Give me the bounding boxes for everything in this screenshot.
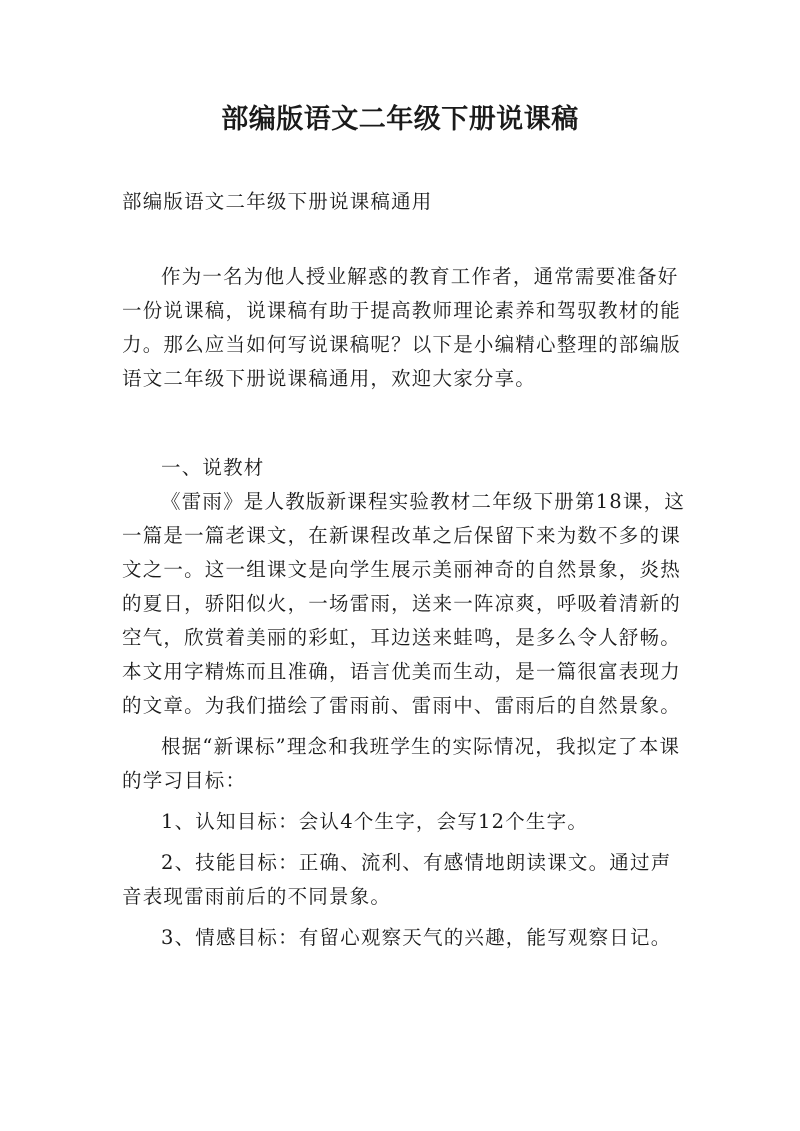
intro-paragraph: 作为一名为他人授业解惑的教育工作者，通常需要准备好一份说课稿，说课稿有助于提高教师理论素养和驾驭教材的能力。那么应当如何写说课稿呢？以下是小编精心整理的部编版语文二年级下册说课稿通用，欢迎大家分享。 <box>122 265 681 390</box>
goal-skill: 2、技能目标：正确、流利、有感情地朗读课文。通过声音表现雷雨前后的不同景象。 <box>122 851 672 908</box>
textbook-paragraph: 《雷雨》是人教版新课程实验教材二年级下册第18课，这一篇是一篇老课文，在新课程改革之后保留下来为数不多的课文之一。这一组课文是向学生展示美丽神奇的自然景象，炎热的夏日，骄阳似火，一场雷雨，送来一阵凉爽，呼吸着清新的空气，欣赏着美丽的彩虹，耳边送来蛙鸣，是多么令人舒畅。本文用字精炼而且准确，语言优美而生动，是一篇很富表现力的文章。为我们描绘了雷雨前、雷雨中、雷雨后的自然景象。 <box>122 490 686 717</box>
goal-emotion: 3、情感目标：有留心观察天气的兴趣，能写观察日记。 <box>161 926 672 949</box>
document-subtitle: 部编版语文二年级下册说课稿通用 <box>122 190 433 213</box>
goals-intro-paragraph: 根据“新课标”理念和我班学生的实际情况，我拟定了本课的学习目标： <box>122 735 681 792</box>
section-heading: 一、说教材 <box>161 456 265 479</box>
page-title: 部编版语文二年级下册说课稿 <box>221 104 579 135</box>
section-teaching-material <box>122 451 688 955</box>
goal-cognitive: 1、认知目标：会认4个生字，会写12个生字。 <box>161 810 589 833</box>
